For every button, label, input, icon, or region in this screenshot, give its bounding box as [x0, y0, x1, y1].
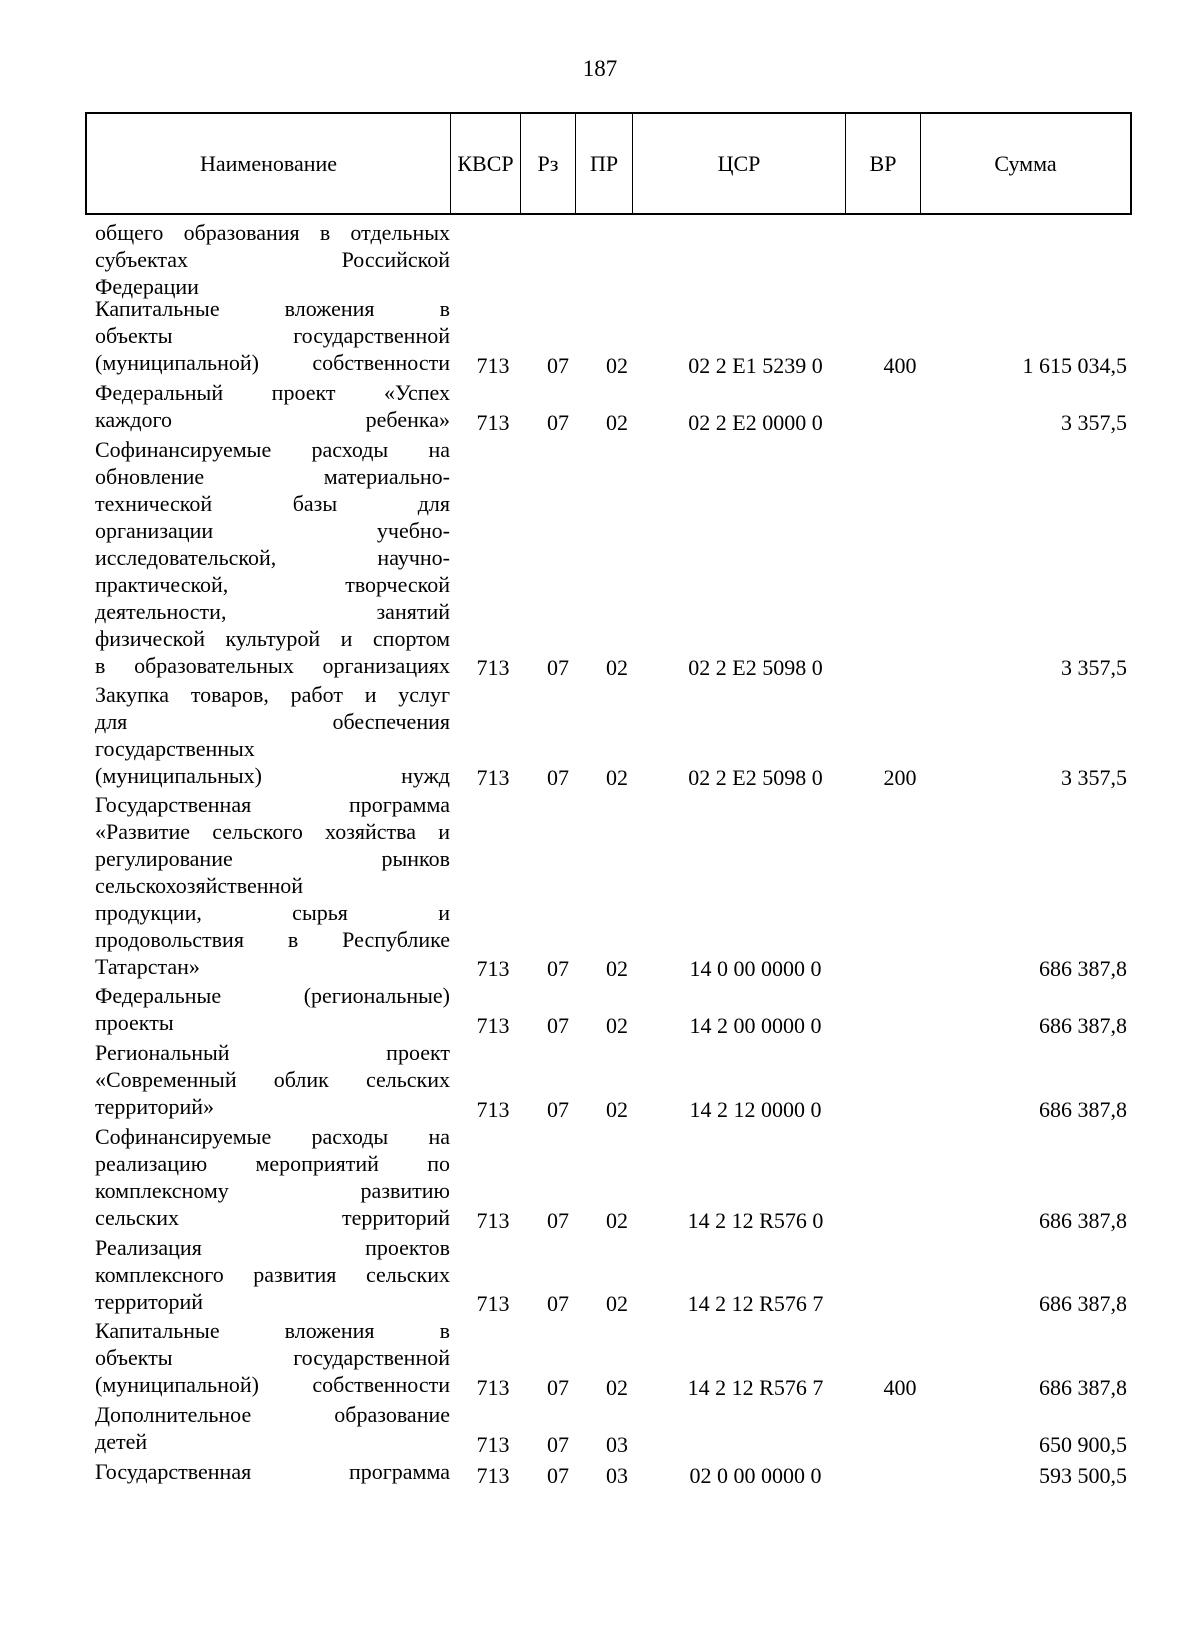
table-row: [0, 1039, 1200, 1123]
row-sum: 686 387,8: [1039, 1375, 1127, 1400]
row-name: Капитальные вложения в объекты государственной (муниципальной) собственности: [95, 296, 450, 375]
row-rz: 07: [547, 655, 569, 680]
row-name: Капитальные вложения в объекты государственной (муниципальной) собственности: [95, 1318, 450, 1397]
row-vr: 200: [883, 765, 917, 790]
row-kvsr: 713: [476, 1291, 510, 1316]
row-sum: 1 615 034,5: [1022, 353, 1127, 378]
row-csr: 14 2 12 0000 0: [689, 1097, 822, 1122]
row-rz: 07: [547, 1375, 569, 1400]
row-sum: 686 387,8: [1039, 1208, 1127, 1233]
row-sum: 650 900,5: [1039, 1432, 1127, 1457]
row-pr: 02: [606, 1375, 628, 1400]
table-row: [0, 219, 1200, 299]
row-rz: 07: [547, 410, 569, 435]
table-row: [0, 1458, 1200, 1489]
header-sum: Сумма: [920, 114, 1130, 213]
row-sum: 3 357,5: [1061, 410, 1127, 435]
row-kvsr: 713: [476, 655, 510, 680]
row-name: Государственная программа: [95, 1459, 450, 1484]
row-pr: 02: [606, 655, 628, 680]
row-name: общего образования в отдельных субъектах Российской Федерации: [95, 220, 450, 299]
row-sum: 593 500,5: [1039, 1463, 1127, 1488]
row-csr: 02 2 E1 5239 0: [688, 353, 823, 378]
header-name: Наименование: [199, 150, 338, 176]
row-sum: 686 387,8: [1039, 1097, 1127, 1122]
page-number: 187: [582, 56, 618, 81]
row-kvsr: 713: [476, 1208, 510, 1233]
row-pr: 02: [606, 1097, 628, 1122]
row-sum: 686 387,8: [1039, 956, 1127, 981]
row-csr: 02 2 E2 0000 0: [688, 410, 823, 435]
row-csr: 02 2 E2 5098 0: [688, 765, 823, 790]
table-row: [0, 791, 1200, 982]
table-row: [0, 1123, 1200, 1234]
table-body: [0, 219, 1200, 1489]
row-rz: 07: [547, 1097, 569, 1122]
row-pr: 03: [606, 1432, 628, 1457]
row-kvsr: 713: [476, 1375, 510, 1400]
row-pr: 02: [606, 1208, 628, 1233]
table-row: [0, 295, 1200, 379]
table-row: [0, 1401, 1200, 1458]
row-name: Федеральный проект «Успех каждого ребенка»: [95, 380, 450, 432]
row-rz: 07: [547, 1291, 569, 1316]
table-row: [0, 436, 1200, 681]
row-kvsr: 713: [476, 353, 510, 378]
row-pr: 02: [606, 353, 628, 378]
row-kvsr: 713: [476, 956, 510, 981]
row-kvsr: 713: [476, 410, 510, 435]
row-rz: 07: [547, 765, 569, 790]
row-pr: 02: [606, 410, 628, 435]
table-row: [0, 1317, 1200, 1401]
row-sum: 3 357,5: [1061, 655, 1127, 680]
row-csr: 14 2 12 R576 7: [687, 1375, 824, 1400]
row-sum: 3 357,5: [1061, 765, 1127, 790]
row-kvsr: 713: [476, 1097, 510, 1122]
header-vr: ВР: [845, 114, 920, 213]
row-csr: 02 0 00 0000 0: [689, 1463, 822, 1488]
row-name: Государственная программа «Развитие сельского хозяйства и регулирование рынков сельскохозяйственной продукции, сырья и продовольствия в Республике Татарстан»: [95, 792, 450, 979]
table-row: [0, 982, 1200, 1039]
row-rz: 07: [547, 353, 569, 378]
row-name: Федеральные (региональные) проекты: [95, 983, 450, 1035]
header-kvsr: КВСР: [450, 114, 520, 213]
row-pr: 02: [606, 956, 628, 981]
row-pr: 02: [606, 765, 628, 790]
header-pr: ПР: [575, 114, 632, 213]
row-kvsr: 713: [476, 1432, 510, 1457]
row-name: Реализация проектов комплексного развития сельских территорий: [95, 1235, 450, 1314]
row-rz: 07: [547, 1432, 569, 1457]
row-sum: 686 387,8: [1039, 1013, 1127, 1038]
row-rz: 07: [547, 1463, 569, 1488]
row-rz: 07: [547, 956, 569, 981]
row-csr: 14 0 00 0000 0: [689, 956, 822, 981]
row-pr: 02: [606, 1013, 628, 1038]
row-name: Региональный проект «Современный облик сельских территорий»: [95, 1040, 450, 1119]
row-vr: 400: [883, 1375, 917, 1400]
row-name: Софинансируемые расходы на реализацию мероприятий по комплексному развитию сельских территорий: [95, 1124, 450, 1230]
table-row: [0, 1234, 1200, 1317]
row-pr: 02: [606, 1291, 628, 1316]
row-csr: 02 2 E2 5098 0: [688, 655, 823, 680]
row-sum: 686 387,8: [1039, 1291, 1127, 1316]
row-kvsr: 713: [476, 1013, 510, 1038]
header-rz: Рз: [520, 114, 575, 213]
table-row: [0, 379, 1200, 436]
row-csr: 14 2 12 R576 0: [687, 1208, 824, 1233]
row-rz: 07: [547, 1013, 569, 1038]
row-rz: 07: [547, 1208, 569, 1233]
row-kvsr: 713: [476, 765, 510, 790]
row-pr: 03: [606, 1463, 628, 1488]
row-csr: 14 2 12 R576 7: [687, 1291, 824, 1316]
row-kvsr: 713: [476, 1463, 510, 1488]
row-csr: 14 2 00 0000 0: [689, 1013, 822, 1038]
table-header: [85, 112, 1132, 215]
row-name: Дополнительное образование детей: [95, 1402, 450, 1454]
table-row: [0, 681, 1200, 791]
row-name: Софинансируемые расходы на обновление материально- технической базы для организации учебно- исследовательской, научно- практической, творческой деятельности, занятий физической культурой и спортом в образовательных организациях: [95, 437, 450, 678]
row-name: Закупка товаров, работ и услуг для обеспечения государственных (муниципальных) нужд: [95, 682, 450, 788]
row-vr: 400: [883, 353, 917, 378]
header-csr: ЦСР: [632, 114, 845, 213]
